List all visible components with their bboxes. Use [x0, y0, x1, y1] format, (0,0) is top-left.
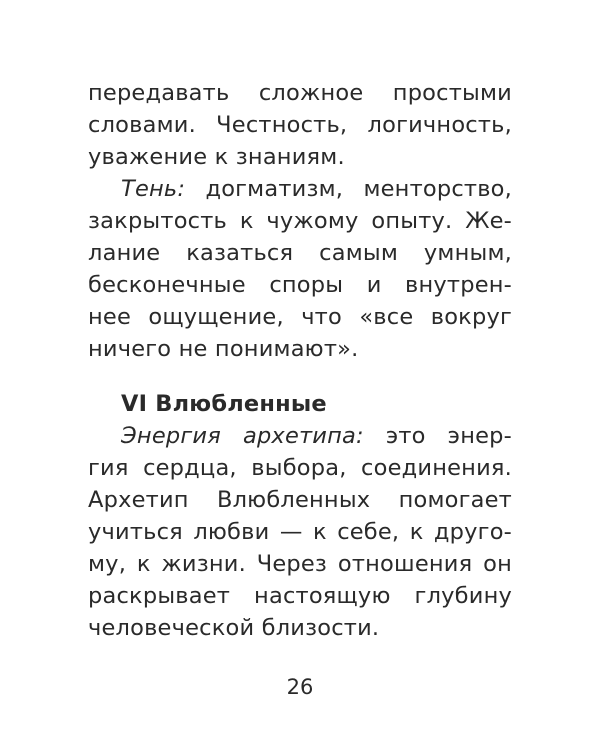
text-line: ничего не понимают». [88, 336, 359, 362]
text-line: уважение к знаниям. [88, 144, 345, 170]
text-line: лание казаться самым умным, [88, 240, 512, 266]
shadow-first-line-text: догматизм, менторство, [205, 176, 512, 202]
shadow-first-line [121, 174, 512, 204]
text-line: человеческой близости. [88, 615, 380, 641]
text-line: Архетип Влюбленных помогает [88, 487, 512, 513]
section-heading: VI Влюбленные [121, 391, 327, 417]
text-line: учиться любви — к себе, к друго- [88, 519, 512, 545]
text-line: раскрывает настоящую глубину [88, 583, 512, 609]
energy-first-line-text: это энер- [385, 423, 512, 449]
energy-first-line [121, 421, 512, 451]
energy-label: Энергия архетипа: [121, 423, 364, 449]
page-number: 26 [286, 675, 314, 699]
text-line: закрытость к чужому опыту. Же- [88, 208, 512, 234]
text-line: словами. Честность, логичность, [88, 112, 512, 138]
text-line: гия сердца, выбора, соединения. [88, 455, 512, 481]
text-line: нее ощущение, что «все вокруг [88, 304, 512, 330]
text-line: бесконечные споры и внутрен- [88, 272, 512, 298]
shadow-label: Тень: [121, 176, 186, 202]
text-line: передавать сложное простыми [88, 80, 512, 106]
text-line: му, к жизни. Через отношения он [88, 551, 512, 577]
